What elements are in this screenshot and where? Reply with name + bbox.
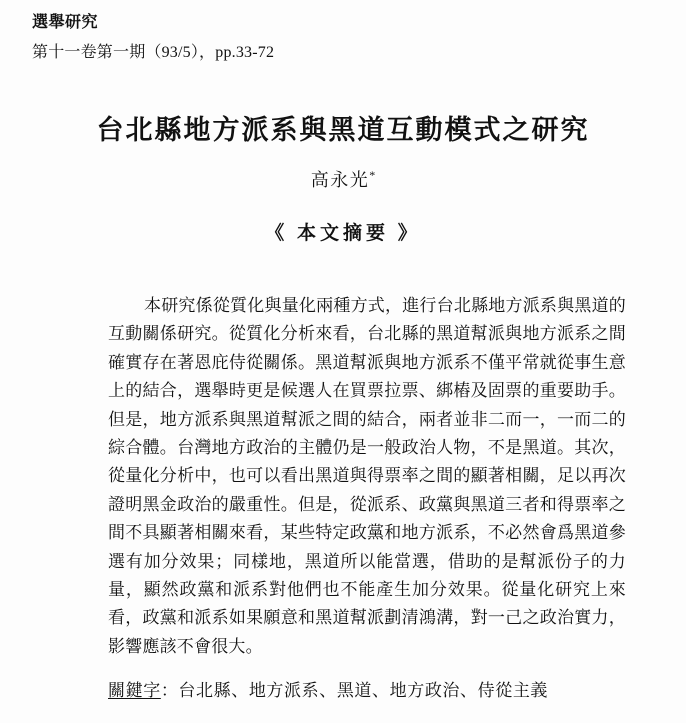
keywords-line bbox=[108, 678, 648, 704]
journal-name: 選舉研究 bbox=[32, 14, 99, 31]
author-name: 高永光 bbox=[310, 170, 370, 190]
abstract-paragraph: 本研究係從質化與量化兩種方式，進行台北縣地方派系與黑道的互動關係研究。從質化分析來看，台北縣的黑道幫派與地方派系之間確實存在著恩庇侍從關係。黑道幫派與地方派系不僅平常就從事生意上的結合，選舉時更是候選人在買票拉票、綁樁及固票的重要助手。但是，地方派系與黑道幫派之間的結合，兩者並非二而一，一而二的綜合體。台灣地方政治的主體仍是一般政治人物，不是黑道。其次，從量化分析中，也可以看出黑道與得票率之間的顯著相關，足以再次證明黑金政治的嚴重性。但是，從派系、政黨與黑道三者和得票率之間不具顯著相關來看，某些特定政黨和地方派系，不必然會爲黑道參選有加分效果；同樣地，黑道所以能當選，借助的是幫派份子的力量，顯然政黨和派系對他們也不能產生加分效果。從量化研究上來看，政黨和派系如果願意和黑道幫派劃清鴻溝，對一己之政治實力，影響應該不會很大。 bbox=[108, 296, 626, 656]
author-footnote-marker: * bbox=[369, 168, 376, 182]
page-title: 台北縣地方派系與黑道互動模式之研究 bbox=[96, 115, 590, 146]
keywords-separator: ： bbox=[160, 681, 179, 700]
abstract-heading: 《 本文摘要 》 bbox=[265, 223, 421, 244]
keywords-values: 台北縣、地方派系、黑道、地方政治、侍從主義 bbox=[178, 681, 549, 700]
abstract-body bbox=[108, 292, 626, 661]
keywords-label: 關鍵字 bbox=[108, 681, 161, 700]
issue-volume-pages: 第十一卷第一期（93/5），pp.33-72 bbox=[32, 44, 275, 61]
author-byline bbox=[0, 168, 686, 192]
